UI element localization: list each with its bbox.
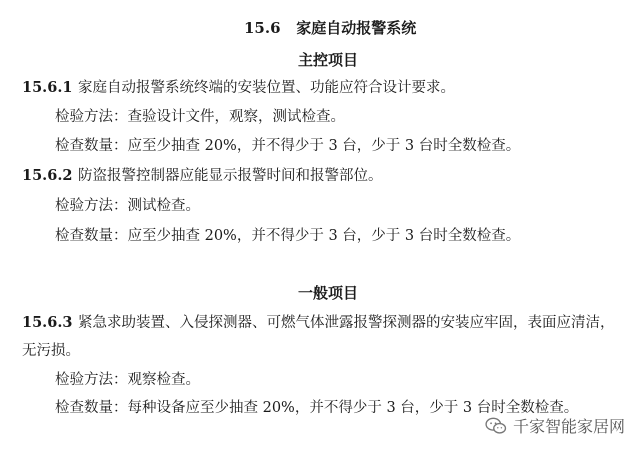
clause-number: 15.6.1: [22, 79, 73, 96]
clause-text: 紧急求助装置、入侵探测器、可燃气体泄露报警探测器的安装应牢固，表面应清洁，: [78, 315, 615, 331]
clause-text-continued: 无污损。: [22, 343, 80, 359]
watermark: [485, 414, 625, 437]
section-number: 15.6: [244, 19, 281, 37]
clause-15-6-3: [22, 313, 615, 333]
clause-quantity: 检查数量：每种设备应至少抽查 20%，并不得少于 3 台，少于 3 台时全数检查。: [55, 400, 579, 416]
clause-15-6-1: [22, 78, 455, 98]
wechat-icon: [485, 417, 507, 435]
clause-text: 家庭自动报警系统终端的安装位置、功能应符合设计要求。: [78, 80, 455, 96]
clause-method: 检验方法：查验设计文件，观察，测试检查。: [55, 109, 345, 125]
clause-15-6-2: [22, 166, 383, 186]
clause-quantity: 检查数量：应至少抽查 20%，并不得少于 3 台，少于 3 台时全数检查。: [55, 228, 521, 244]
clause-quantity: 检查数量：应至少抽查 20%，并不得少于 3 台，少于 3 台时全数检查。: [55, 138, 521, 154]
general-items-heading: 一般项目: [298, 284, 359, 302]
section-name: 家庭自动报警系统: [296, 19, 417, 37]
clause-text: 防盗报警控制器应能显示报警时间和报警部位。: [78, 168, 383, 184]
clause-method: 检验方法：观察检查。: [55, 372, 200, 388]
clause-number: 15.6.2: [22, 167, 73, 184]
watermark-text: 千家智能家居网: [512, 417, 625, 436]
clause-number: 15.6.3: [22, 314, 73, 331]
section-title: [244, 18, 416, 38]
main-items-heading: 主控项目: [298, 51, 359, 69]
clause-method: 检验方法：测试检查。: [55, 198, 200, 214]
